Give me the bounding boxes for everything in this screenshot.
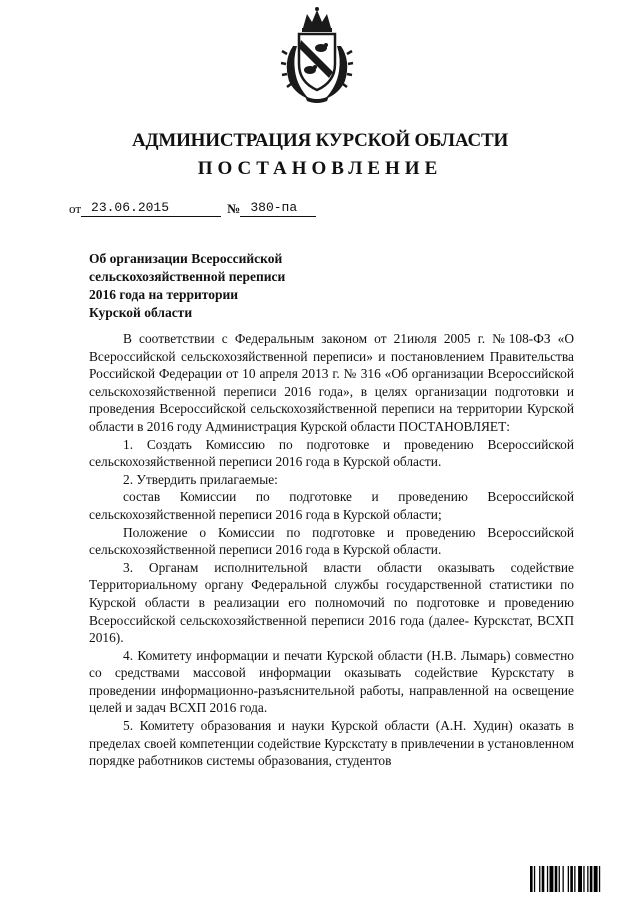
body-paragraph: 3. Органам исполнительной власти области оказывать содействие Территориальному органу Федеральной службы государственной статистики по Курской области в реализации его полномочий по подготовке и проведению Всероссийской сельскохозяйственной переписи 2016 года (далее- Курскстат, ВСХП 2016).	[89, 559, 574, 646]
date-label: от	[69, 201, 82, 216]
document-body	[89, 330, 574, 770]
body-paragraph: В соответствии с Федеральным законом от 21июля 2005 г. №108-ФЗ «О Всероссийской сельскохозяйственной переписи» и постановлением Правительства Российской Федерации от 10 апреля 2013 г. № 316 «Об организации Всероссийской сельскохозяйственной переписи 2016 года», в целях организации подготовки и проведения Всероссийской сельскохозяйственной переписи на территории Курской области в 2016 году Администрация Курской области ПОСТАНОВЛЯЕТ:	[89, 331, 574, 434]
body-paragraph: состав Комиссии по подготовке и проведению Всероссийской сельскохозяйственной переписи 2016 года в Курской области;	[89, 489, 574, 522]
subject-line: Курской области	[89, 305, 193, 320]
number-label: №	[227, 201, 241, 216]
document-meta	[69, 200, 316, 218]
kursk-region-coat-of-arms-icon	[279, 6, 355, 104]
body-paragraph: 4. Комитету информации и печати Курской области (Н.В. Лымарь) совместно со средствами массовой информации оказывать содействие Курскстату в проведении информационно-разъяснительной работы, направленной на освещение целей и задач ВСХП 2016 года.	[89, 647, 574, 716]
body-paragraph: 5. Комитету образования и науки Курской области (А.Н. Худин) оказать в пределах своей компетенции содействие Курскстату в привлечении в установленном порядке работников системы образования, студентов	[89, 718, 574, 769]
body-paragraph: 1. Создать Комиссию по подготовке и проведению Всероссийской сельскохозяйственной переписи 2016 года в Курской области.	[89, 436, 574, 470]
subject-line: Об организации Всероссийской	[89, 251, 283, 266]
organization-title: АДМИНИСТРАЦИЯ КУРСКОЙ ОБЛАСТИ	[131, 130, 509, 151]
document-type-title: ПОСТАНОВЛЕНИЕ	[197, 158, 443, 179]
subject-line: 2016 года на территории	[89, 287, 239, 302]
subject-line: сельскохозяйственной переписи	[89, 269, 286, 284]
document-subject	[89, 250, 369, 322]
document-date: 23.06.2015	[81, 200, 221, 217]
document-number: 380-па	[240, 200, 316, 217]
body-paragraph: Положение о Комиссии по подготовке и проведению Всероссийской сельскохозяйственной переписи 2016 года в Курской области.	[89, 524, 574, 558]
body-paragraph: 2. Утвердить прилагаемые:	[123, 471, 278, 487]
barcode-icon	[530, 866, 626, 892]
